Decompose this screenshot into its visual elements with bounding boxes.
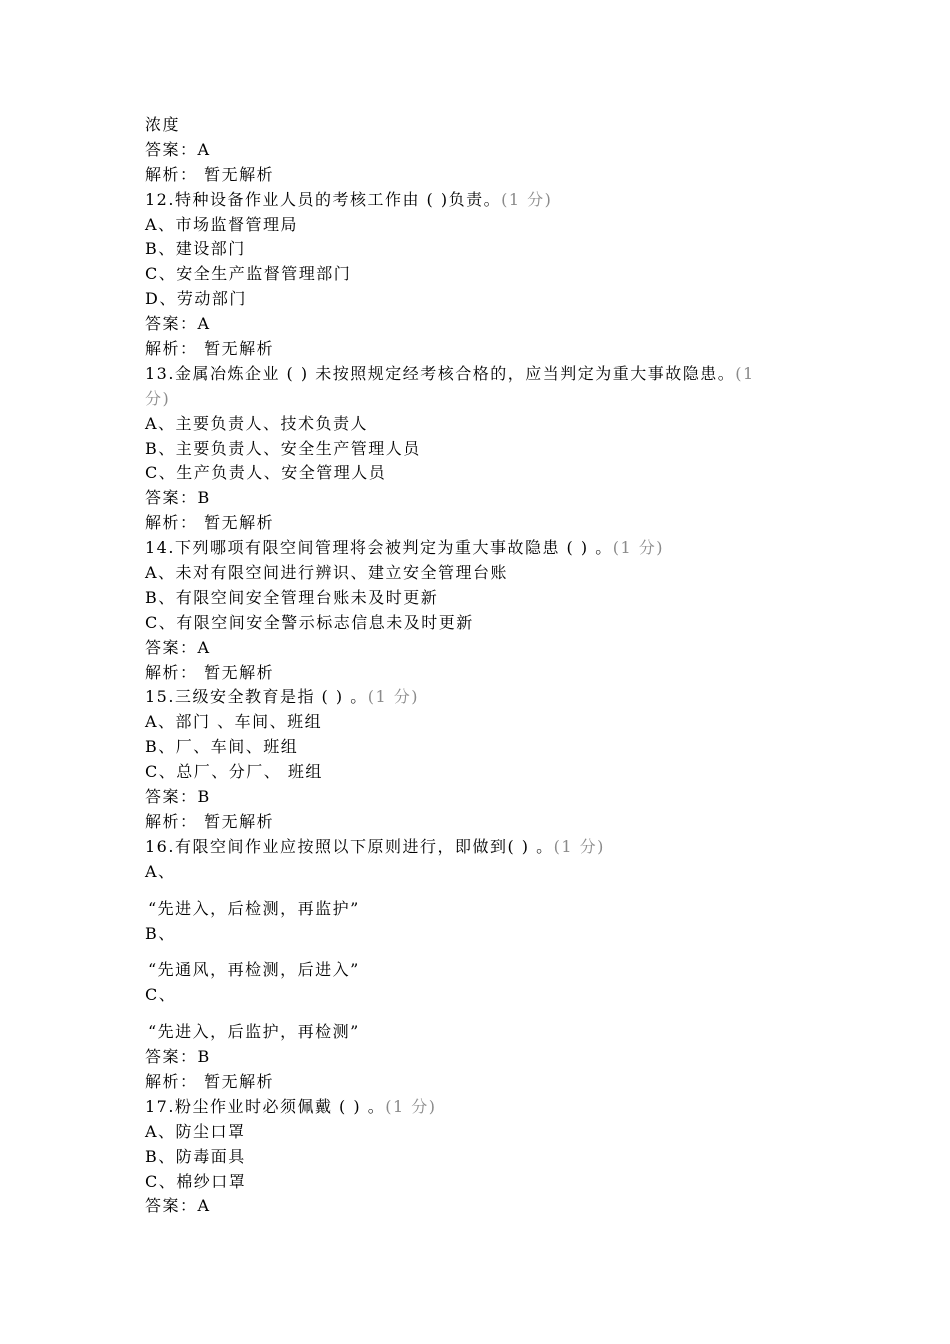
option-b-text: “先通风，再检测，后进入”: [148, 960, 360, 980]
analysis: 解析： 暂无解析: [145, 513, 275, 533]
continued-option-text: 浓度: [145, 115, 181, 134]
analysis: 解析： 暂无解析: [145, 339, 275, 359]
option-c: C、棉纱口罩: [145, 1171, 247, 1191]
option-c-text: “先进入，后监护，再检测”: [148, 1022, 360, 1042]
answer: 答案：A: [145, 139, 211, 159]
question-score: (1: [735, 363, 755, 383]
option-b: B、防毒面具: [145, 1146, 246, 1166]
option-b-label: B、: [145, 923, 176, 943]
analysis: 解析： 暂无解析: [145, 662, 275, 682]
question-14: [145, 536, 825, 561]
option-c: C、总厂、分厂、 班组: [145, 762, 323, 782]
question-score: 分): [145, 388, 171, 408]
question-score: (1 分): [385, 1096, 437, 1116]
answer: 答案：A: [145, 1196, 211, 1216]
question-13: [145, 362, 825, 387]
question-score: (1 分): [367, 687, 419, 707]
option-a: A、未对有限空间进行辨识、建立安全管理台账: [145, 563, 509, 583]
analysis: 解析： 暂无解析: [145, 164, 275, 184]
analysis: 解析： 暂无解析: [145, 1071, 275, 1091]
question-score: (1 分): [501, 189, 553, 209]
question-12: [145, 188, 825, 213]
option-a: A、防尘口罩: [145, 1121, 246, 1141]
option-b: B、建设部门: [145, 239, 246, 259]
question-15: [145, 685, 825, 710]
option-c: C、有限空间安全警示标志信息未及时更新: [145, 612, 474, 632]
answer: 答案：B: [145, 488, 211, 508]
question-stem: 14.下列哪项有限空间管理将会被判定为重大事故隐患 ( ) 。: [145, 538, 613, 558]
option-c: C、安全生产监督管理部门: [145, 264, 352, 284]
option-a-label: A、: [145, 861, 176, 881]
analysis: 解析： 暂无解析: [145, 811, 275, 831]
answer: 答案：B: [145, 787, 211, 807]
question-stem: 12.特种设备作业人员的考核工作由 ( )负责。: [145, 189, 502, 209]
question-13-score-continued: [145, 387, 825, 412]
option-c-label: C、: [145, 985, 177, 1005]
option-b: B、有限空间安全管理台账未及时更新: [145, 587, 439, 607]
option-a: A、部门 、车间、班组: [145, 712, 323, 732]
answer: 答案：A: [145, 637, 211, 657]
question-stem: 16.有限空间作业应按照以下原则进行，即做到( ) 。: [145, 836, 554, 856]
option-b: B、厂、车间、班组: [145, 737, 299, 757]
question-stem: 17.粉尘作业时必须佩戴 ( ) 。: [145, 1096, 386, 1116]
question-score: (1 分): [553, 836, 605, 856]
option-b: B、主要负责人、安全生产管理人员: [145, 438, 421, 458]
option-c: C、生产负责人、安全管理人员: [145, 463, 387, 483]
question-16: [145, 835, 825, 860]
option-a: A、市场监督管理局: [145, 214, 299, 234]
answer: 答案：B: [145, 1047, 211, 1067]
option-a: A、主要负责人、技术负责人: [145, 413, 369, 433]
question-stem: 15.三级安全教育是指 ( ) 。: [145, 687, 368, 707]
question-score: (1 分): [612, 538, 664, 558]
answer: 答案：A: [145, 314, 211, 334]
question-stem: 13.金属冶炼企业 ( ) 未按照规定经考核合格的，应当判定为重大事故隐患。: [145, 363, 736, 383]
question-17: [145, 1095, 825, 1120]
option-a-text: “先进入，后检测，再监护”: [148, 898, 360, 918]
document-page: [145, 113, 825, 1219]
option-d: D、劳动部门: [145, 289, 247, 309]
